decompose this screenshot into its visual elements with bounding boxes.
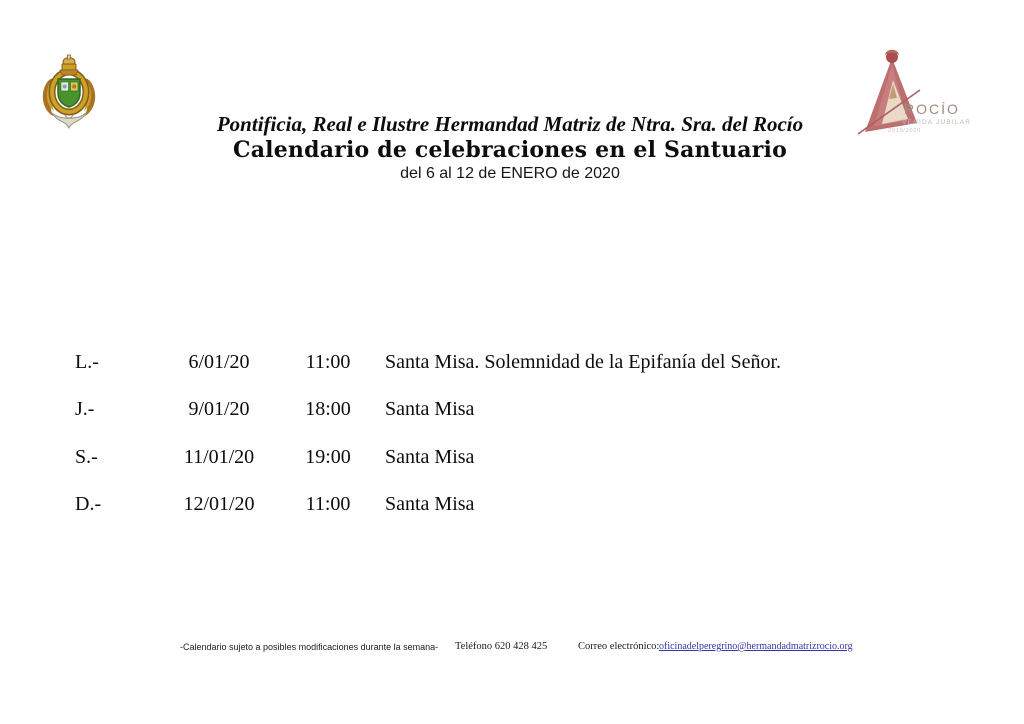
date-cell: 9/01/20: [188, 398, 250, 420]
rocio-logo-years: 2019/2020: [888, 128, 921, 134]
time-cell: 19:00: [305, 446, 351, 468]
date-cell: 12/01/20: [183, 493, 255, 515]
date-cell: 11/01/20: [183, 446, 255, 468]
rocio-jubilee-logo: [852, 46, 976, 142]
day-cell: L.-: [75, 351, 99, 373]
date-range: del 6 al 12 de ENERO de 2020: [400, 165, 620, 182]
date-cell: 6/01/20: [188, 351, 250, 373]
schedule-row: [0, 350, 1024, 374]
schedule-row: [0, 397, 1024, 421]
time-cell: 11:00: [305, 351, 351, 373]
rocio-logo-wordmark: ROCÍO: [904, 101, 960, 117]
day-cell: J.-: [75, 398, 95, 420]
footer-email-link[interactable]: oficinadelperegrino@hermandadmatrizrocio.org: [659, 641, 853, 652]
schedule-row: [0, 445, 1024, 469]
rocio-logo-subtitle: VENIDA JUBILAR: [902, 119, 972, 126]
time-cell: 18:00: [305, 398, 351, 420]
time-cell: 11:00: [305, 493, 351, 515]
schedule-row: [0, 492, 1024, 516]
event-cell: Santa Misa: [385, 446, 475, 468]
footer-note: -Calendario sujeto a posibles modificaciones durante la semana-: [180, 642, 439, 652]
event-cell: Santa Misa. Solemnidad de la Epifanía del Señor.: [385, 351, 782, 373]
footer-phone: Teléfono 620 428 425: [455, 641, 548, 652]
page-title: Calendario de celebraciones en el Santuario: [233, 137, 787, 163]
footer-email-label: Correo electrónico:: [578, 641, 660, 652]
event-cell: Santa Misa: [385, 493, 475, 515]
hermandad-crest-logo: [38, 53, 100, 133]
day-cell: S.-: [75, 446, 98, 468]
document-footer: [0, 640, 1024, 656]
event-cell: Santa Misa: [385, 398, 475, 420]
organization-name: Pontificia, Real e Ilustre Hermandad Matriz de Ntra. Sra. del Rocío: [216, 112, 804, 136]
day-cell: D.-: [75, 493, 102, 515]
document-header: [170, 112, 850, 184]
